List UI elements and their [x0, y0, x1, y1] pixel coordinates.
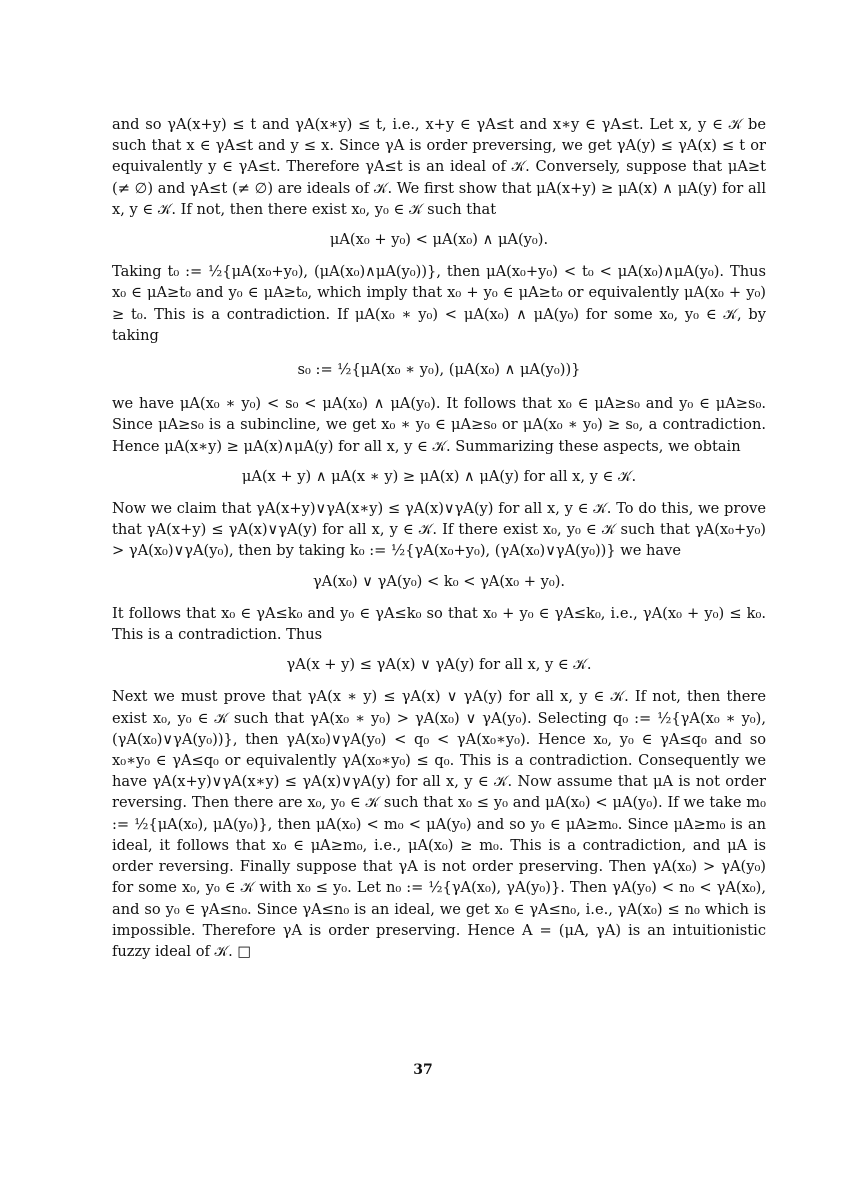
display-equation-3: μA(x + y) ∧ μA(x ∗ y) ≥ μA(x) ∧ μA(y) for all x, y ∈ 𝒦. [241, 467, 637, 485]
paragraph-3: we have μA(x₀ ∗ y₀) < s₀ < μA(x₀) ∧ μA(y₀). It follows that x₀ ∈ μA≥s₀ and y₀ ∈ μA≥s₀. Since μA≥s₀ is a subincline, we get x₀ ∗ y₀ ∈ μA≥s₀ or μA(x₀ ∗ y₀) ≥ s₀, a contradiction. Hence μA(x∗y) ≥ μA(x)∧μA(y) for all x, y ∈ 𝒦. Summarizing these aspects, we obtain [112, 395, 766, 455]
display-equation-5: γA(x + y) ≤ γA(x) ∨ γA(y) for all x, y ∈ 𝒦. [286, 656, 592, 674]
display-equation-2: s₀ := ½{μA(x₀ ∗ y₀), (μA(x₀) ∧ μA(y₀))} [297, 361, 581, 379]
paragraph-6: Next we must prove that γA(x ∗ y) ≤ γA(x) ∨ γA(y) for all x, y ∈ 𝒦. If not, then there exist x₀, y₀ ∈ 𝒦 such that γA(x₀ ∗ y₀) > γA(x₀) ∨ γA(y₀). Selecting q₀ := ½{γA(x₀ ∗ y₀), (γA(x₀)∨γA(y₀))}, then γA(x₀)∨γA(y₀) < q₀ < γA(x₀∗y₀). Hence x₀, y₀ ∈ γA≤q₀ and so x₀∗y₀ ∈ γA≤q₀ or equivalently γA(x₀∗y₀) ≤ q₀. This is a contradiction. Consequently we have γA(x+y)∨γA(x∗y) ≤ γA(x)∨γA(y) for all x, y ∈ 𝒦. Now assume that μA is not order reversing. Then there are x₀, y₀ ∈ 𝒦 such that x₀ ≤ y₀ and μA(x₀) < μA(y₀). If we take m₀ := ½{μA(x₀), μA(y₀)}, then μA(x₀) < m₀ < μA(y₀) and so y₀ ∈ μA≥m₀. Since μA≥m₀ is an ideal, it follows that x₀ ∈ μA≥m₀, i.e., μA(x₀) ≥ m₀. This is a contradiction, and μA is order reversing. Finally suppose that γA is not order preserving. Then γA(x₀) > γA(y₀) for some x₀, y₀ ∈ 𝒦 with x₀ ≤ y₀. Let n₀ := ½{γA(x₀), γA(y₀)}. Then γA(y₀) < n₀ < γA(x₀), and so y₀ ∈ γA≤n₀. Since γA≤n₀ is an ideal, we get x₀ ∈ γA≤n₀, i.e., γA(x₀) ≤ n₀ which is impossible. Therefore γA is order preserving. Hence A = (μA, γA) is an intuitionistic fuzzy ideal of 𝒦. □ [112, 688, 766, 960]
page-number: 37 [413, 1062, 433, 1078]
display-equation-1: μA(x₀ + y₀) < μA(x₀) ∧ μA(y₀). [329, 231, 549, 249]
paragraph-5: It follows that x₀ ∈ γA≤k₀ and y₀ ∈ γA≤k₀ so that x₀ + y₀ ∈ γA≤k₀, i.e., γA(x₀ + y₀) ≤ k₀. This is a contradiction. Thus [112, 604, 766, 644]
body-text [112, 114, 766, 962]
paragraph-2: Taking t₀ := ½{μA(x₀+y₀), (μA(x₀)∧μA(y₀))}, then μA(x₀+y₀) < t₀ < μA(x₀)∧μA(y₀). Thus x₀ ∈ μA≥t₀ and y₀ ∈ μA≥t₀, which imply that x₀ + y₀ ∈ μA≥t₀ or equivalently μA(x₀ + y₀) ≥ t₀. This is a contradiction. If μA(x₀ ∗ y₀) < μA(x₀) ∧ μA(y₀) for some x₀, y₀ ∈ 𝒦, by taking [112, 263, 766, 344]
paragraph-1: and so γA(x+y) ≤ t and γA(x∗y) ≤ t, i.e., x+y ∈ γA≤t and x∗y ∈ γA≤t. Let x, y ∈ 𝒦 be such that x ∈ γA≤t and y ≤ x. Since γA is order preversing, we get γA(y) ≤ γA(x) ≤ t or equivalently y ∈ γA≤t. Therefore γA≤t is an ideal of 𝒦. Conversely, suppose that μA≥t (≠ ∅) and γA≤t (≠ ∅) are ideals of 𝒦. We first show that μA(x+y) ≥ μA(x) ∧ μA(y) for all x, y ∈ 𝒦. If not, then there exist x₀, y₀ ∈ 𝒦 such that [112, 116, 766, 218]
display-equation-4: γA(x₀) ∨ γA(y₀) < k₀ < γA(x₀ + y₀). [312, 572, 566, 590]
paragraph-4: Now we claim that γA(x+y)∨γA(x∗y) ≤ γA(x)∨γA(y) for all x, y ∈ 𝒦. To do this, we prove that γA(x+y) ≤ γA(x)∨γA(y) for all x, y ∈ 𝒦. If there exist x₀, y₀ ∈ 𝒦 such that γA(x₀+y₀) > γA(x₀)∨γA(y₀), then by taking k₀ := ½{γA(x₀+y₀), (γA(x₀)∨γA(y₀))} we have [112, 500, 766, 560]
